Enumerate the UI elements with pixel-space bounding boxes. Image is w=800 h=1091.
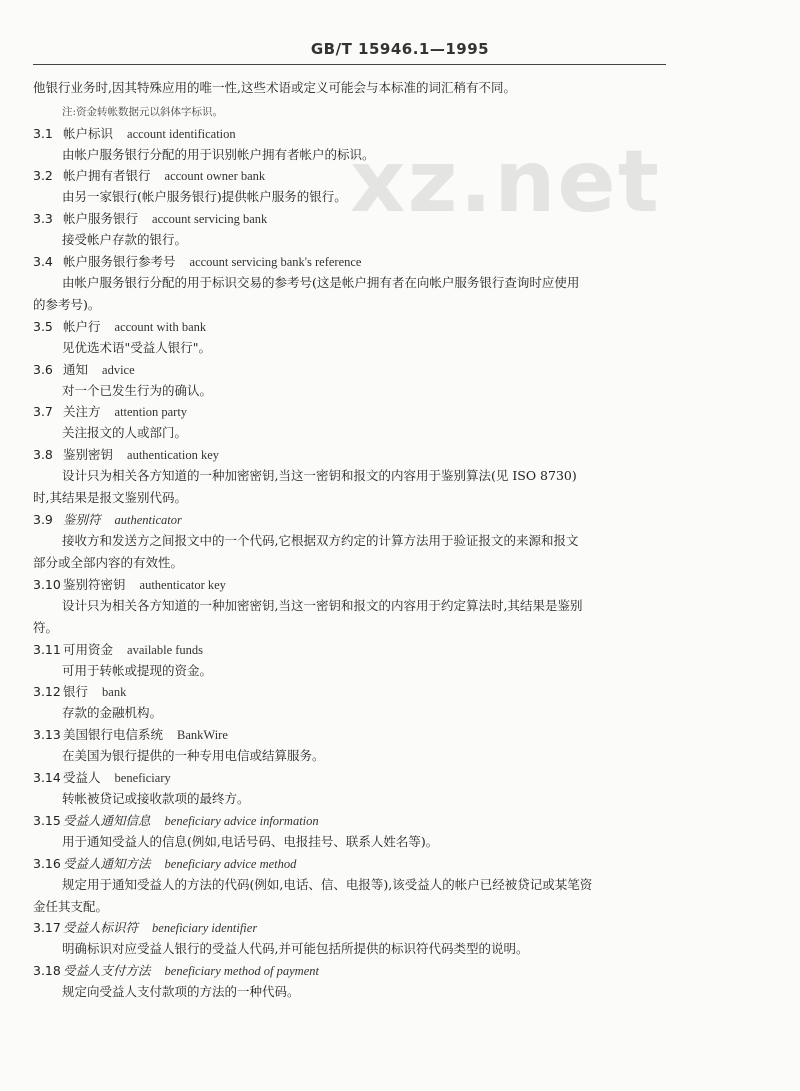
term-definition: 设计只为相关各方知道的一种加密密钥,当这一密钥和报文的内容用于鉴别算法(见 ISO 8730) — [62, 468, 577, 483]
term-english: account owner bank — [164, 169, 266, 183]
term-number: 3.1 — [33, 126, 53, 141]
term-chinese: 受益人 — [63, 770, 101, 785]
term-definition: 在美国为银行提供的一种专用电信或结算服务。 — [62, 748, 325, 763]
term-heading — [33, 961, 319, 979]
term-chinese: 鉴别符密钥 — [63, 577, 126, 592]
term-number: 3.18 — [33, 963, 61, 978]
term-definition: 时,其结果是报文鉴别代码。 — [33, 490, 187, 505]
term-english: BankWire — [177, 728, 228, 742]
page-header: GB/T 15946.1—1995 — [310, 40, 490, 58]
term-definition: 规定用于通知受益人的方法的代码(例如,电话、信、电报等),该受益人的帐户已经被贷记或某笔资 — [62, 877, 593, 892]
term-chinese: 帐户服务银行 — [63, 211, 139, 226]
term-english: authenticator key — [139, 578, 226, 592]
term-heading — [33, 768, 171, 786]
term-number: 3.17 — [33, 920, 61, 935]
term-definition: 部分或全部内容的有效性。 — [33, 555, 184, 570]
header-rule — [33, 64, 666, 65]
term-chinese: 受益人通知方法 — [63, 856, 151, 871]
term-heading — [33, 725, 228, 743]
term-number: 3.4 — [33, 254, 53, 269]
term-definition: 关注报文的人或部门。 — [62, 425, 188, 440]
term-chinese: 鉴别密钥 — [63, 447, 114, 462]
term-definition: 接收方和发送方之间报文中的一个代码,它根据双方约定的计算方法用于验证报文的来源和报文 — [62, 533, 579, 548]
term-english: authenticator — [114, 513, 182, 527]
term-chinese: 帐户拥有者银行 — [63, 168, 151, 183]
term-heading — [33, 510, 182, 528]
term-definition: 存款的金融机构。 — [62, 705, 163, 720]
term-english: advice — [102, 363, 135, 377]
term-english: authentication key — [127, 448, 219, 462]
term-definition: 的参考号)。 — [33, 297, 101, 312]
term-chinese: 帐户服务银行参考号 — [63, 254, 176, 269]
term-number: 3.8 — [33, 447, 53, 462]
term-number: 3.16 — [33, 856, 61, 871]
term-definition: 符。 — [33, 620, 59, 635]
term-definition: 由帐户服务银行分配的用于识别帐户拥有者帐户的标识。 — [62, 147, 375, 162]
term-english: beneficiary method of payment — [164, 964, 319, 978]
term-number: 3.6 — [33, 362, 53, 377]
term-chinese: 美国银行电信系统 — [63, 727, 164, 742]
term-english: account identification — [127, 127, 236, 141]
term-definition: 见优选术语"受益人银行"。 — [62, 340, 211, 355]
term-number: 3.5 — [33, 319, 53, 334]
watermark: xz.net — [350, 132, 661, 232]
term-number: 3.12 — [33, 684, 61, 699]
term-number: 3.2 — [33, 168, 53, 183]
term-heading — [33, 166, 265, 184]
term-english: account servicing bank's reference — [189, 255, 362, 269]
term-definition: 由另一家银行(帐户服务银行)提供帐户服务的银行。 — [62, 189, 347, 204]
term-definition: 明确标识对应受益人银行的受益人代码,并可能包括所提供的标识符代码类型的说明。 — [62, 941, 529, 956]
term-heading — [33, 402, 187, 420]
term-chinese: 受益人标识符 — [63, 920, 139, 935]
term-definition: 用于通知受益人的信息(例如,电话号码、电报挂号、联系人姓名等)。 — [62, 834, 439, 849]
term-definition: 设计只为相关各方知道的一种加密密钥,当这一密钥和报文的内容用于约定算法时,其结果是鉴别 — [62, 598, 583, 613]
note-text: 注:资金转帐数据元以斜体字标识。 — [62, 106, 224, 118]
term-heading — [33, 811, 319, 829]
term-english: beneficiary — [114, 771, 171, 785]
term-heading — [33, 854, 296, 872]
term-heading — [33, 209, 267, 227]
term-english: beneficiary advice information — [164, 814, 319, 828]
term-chinese: 受益人支付方法 — [63, 963, 151, 978]
term-heading — [33, 918, 257, 936]
term-english: attention party — [114, 405, 188, 419]
term-english: beneficiary identifier — [152, 921, 258, 935]
term-number: 3.3 — [33, 211, 53, 226]
term-english: account with bank — [114, 320, 207, 334]
term-chinese: 鉴别符 — [63, 512, 101, 527]
term-number: 3.14 — [33, 770, 61, 785]
term-chinese: 帐户行 — [63, 319, 101, 334]
term-chinese: 银行 — [63, 684, 89, 699]
term-number: 3.10 — [33, 577, 61, 592]
term-heading — [33, 640, 203, 658]
term-english: available funds — [127, 643, 204, 657]
term-chinese: 通知 — [63, 362, 89, 377]
term-chinese: 可用资金 — [63, 642, 114, 657]
term-number: 3.9 — [33, 512, 53, 527]
term-definition: 对一个已发生行为的确认。 — [62, 383, 213, 398]
term-heading — [33, 575, 226, 593]
term-definition: 规定向受益人支付款项的方法的一种代码。 — [62, 984, 300, 999]
term-heading — [33, 445, 219, 463]
term-definition: 可用于转帐或提现的资金。 — [62, 663, 213, 678]
term-heading — [33, 252, 361, 270]
term-chinese: 受益人通知信息 — [63, 813, 151, 828]
term-definition: 由帐户服务银行分配的用于标识交易的参考号(这是帐户拥有者在向帐户服务银行查询时应使用 — [62, 275, 580, 290]
term-definition: 接受帐户存款的银行。 — [62, 232, 188, 247]
term-number: 3.15 — [33, 813, 61, 828]
term-number: 3.11 — [33, 642, 61, 657]
term-number: 3.13 — [33, 727, 61, 742]
intro-text: 他银行业务时,因其特殊应用的唯一性,这些术语或定义可能会与本标准的词汇稍有不同。 — [33, 80, 516, 95]
term-number: 3.7 — [33, 404, 53, 419]
term-chinese: 帐户标识 — [63, 126, 114, 141]
term-heading — [33, 360, 135, 378]
term-heading — [33, 682, 126, 700]
term-definition: 金任其支配。 — [33, 899, 109, 914]
term-chinese: 关注方 — [63, 404, 101, 419]
term-heading — [33, 124, 236, 142]
term-english: bank — [102, 685, 127, 699]
term-definition: 转帐被贷记或接收款项的最终方。 — [62, 791, 250, 806]
term-english: account servicing bank — [152, 212, 268, 226]
term-heading — [33, 317, 206, 335]
term-english: beneficiary advice method — [164, 857, 297, 871]
